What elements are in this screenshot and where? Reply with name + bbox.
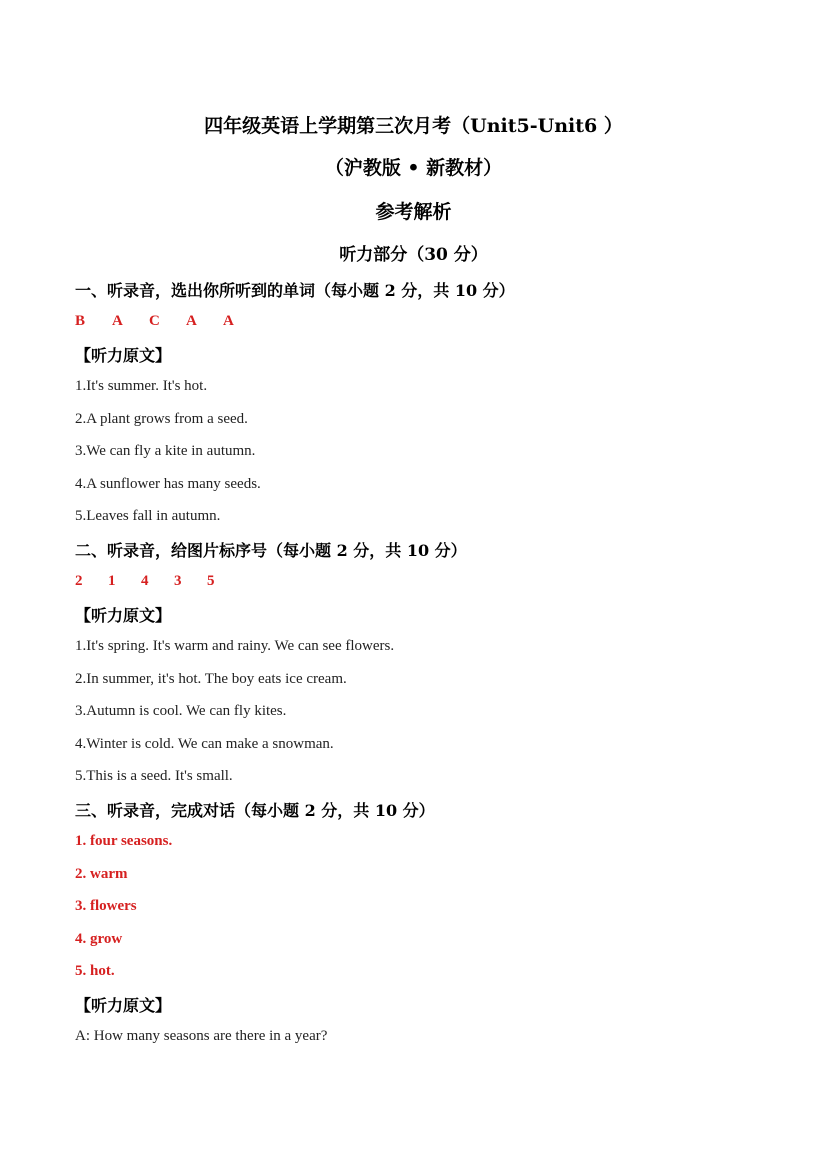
part3-heading: 三、听录音，完成对话（每小题 2 分，共 10 分）: [75, 801, 435, 820]
document-subtitle: （沪教版 • 新教材）: [324, 157, 503, 179]
part2-answer: 1: [108, 573, 116, 589]
part1-heading: 一、听录音，选出你所听到的单词（每小题 2 分，共 10 分）: [75, 281, 515, 300]
part2-transcript-label: 【听力原文】: [75, 606, 172, 625]
part1-answer: B: [75, 313, 86, 329]
part3-answer: 2. warm: [75, 866, 128, 882]
part1-answer: A: [112, 313, 123, 329]
part1-transcript-line: 5.Leaves fall in autumn.: [75, 508, 221, 524]
part2-transcript-line: 4.Winter is cold. We can make a snowman.: [75, 736, 334, 752]
part1-transcript-line: 1.It's summer. It's hot.: [75, 378, 208, 394]
part2-heading: 二、听录音，给图片标序号（每小题 2 分，共 10 分）: [75, 541, 467, 560]
part2-answer: 5: [207, 573, 215, 589]
document-title: 四年级英语上学期第三次月考（Unit5-Unit6 ）: [204, 115, 623, 137]
part1-answer: A: [186, 313, 197, 329]
part3-transcript-label: 【听力原文】: [75, 996, 172, 1015]
part2-transcript-line: 2.In summer, it's hot. The boy eats ice cream.: [75, 671, 347, 687]
part2-transcript-line: 1.It's spring. It's warm and rainy. We can see flowers.: [75, 638, 395, 654]
section-title: 听力部分（30 分）: [339, 245, 488, 265]
part3-answer: 3. flowers: [75, 898, 137, 914]
part1-transcript-line: 3.We can fly a kite in autumn.: [75, 443, 256, 459]
part3-answer: 4. grow: [75, 931, 123, 947]
part1-transcript-line: 2.A plant grows from a seed.: [75, 411, 248, 427]
part3-answer: 5. hot.: [75, 963, 115, 979]
part2-answer: 3: [174, 573, 182, 589]
part2-answer: 2: [75, 573, 83, 589]
part1-answer: A: [223, 313, 234, 329]
part1-transcript-line: 4.A sunflower has many seeds.: [75, 476, 261, 492]
part2-answer: 4: [141, 573, 149, 589]
part1-transcript-label: 【听力原文】: [75, 346, 172, 365]
part3-answer: 1. four seasons.: [75, 833, 173, 849]
part2-transcript-line: 3.Autumn is cool. We can fly kites.: [75, 703, 287, 719]
part2-transcript-line: 5.This is a seed. It's small.: [75, 768, 233, 784]
part1-answer: C: [149, 313, 160, 329]
part3-transcript-line: A: How many seasons are there in a year?: [75, 1028, 328, 1044]
document-label: 参考解析: [375, 201, 452, 223]
